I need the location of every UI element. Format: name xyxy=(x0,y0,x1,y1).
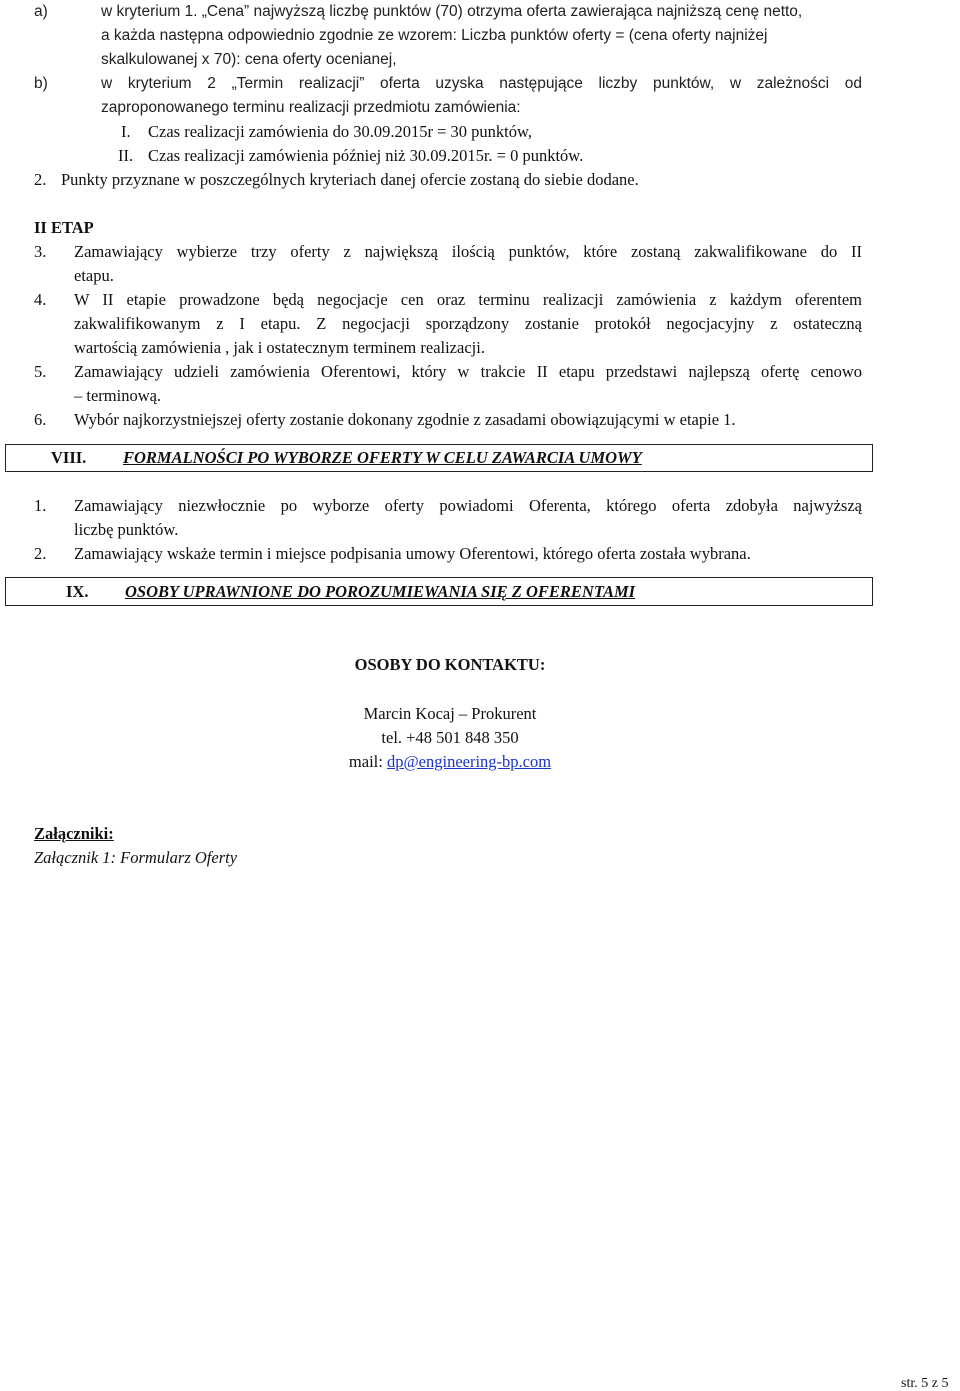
criterion-a-line-3: skalkulowanej x 70): cena oferty ocenianej, xyxy=(101,51,397,68)
contact-person: Marcin Kocaj – Prokurent xyxy=(363,704,537,723)
point-2-text: Punkty przyznane w poszczególnych kryteriach danej ofercie zostaną do siebie dodane. xyxy=(61,170,639,189)
contact-mail-label: mail: xyxy=(348,752,387,771)
point-6-marker: 6. xyxy=(34,410,47,429)
section-8-point-1-marker: 1. xyxy=(34,496,47,515)
contact-heading: OSOBY DO KONTAKTU: xyxy=(354,655,546,674)
criterion-a-line-1: w kryterium 1. „Cena” najwyższą liczbę punktów (70) otrzyma oferta zawierająca najniższą cenę netto, xyxy=(101,3,803,20)
section-8-point-1-line-1: Zamawiający niezwłocznie po wyborze oferty powiadomi Oferenta, którego oferta zdobyła najwyższą xyxy=(74,496,862,515)
criterion-b-marker: b) xyxy=(34,75,48,92)
attachment-item-1: Załącznik 1: Formularz Oferty xyxy=(34,848,238,867)
criterion-a-marker: a) xyxy=(34,3,48,20)
section-8-number: VIII. xyxy=(51,448,87,467)
attachments-heading: Załączniki: xyxy=(34,824,114,843)
point-5-marker: 5. xyxy=(34,362,47,381)
stage-2-heading: II ETAP xyxy=(34,218,94,237)
section-8-title: FORMALNOŚCI PO WYBORZE OFERTY W CELU ZAWARCIA UMOWY xyxy=(123,448,642,467)
point-4-marker: 4. xyxy=(34,290,47,309)
section-9-number: IX. xyxy=(66,582,89,601)
sub-point-ii-text: Czas realizacji zamówienia później niż 30.09.2015r. = 0 punktów. xyxy=(148,146,584,165)
point-5-line-1: Zamawiający udzieli zamówienia Oferentowi, który w trakcie II etapu przedstawi najlepszą ofertę cenowo xyxy=(74,362,862,381)
point-4-line-3: wartością zamówienia , jak i ostatecznym terminem realizacji. xyxy=(74,338,485,357)
section-8-point-1-line-2: liczbę punktów. xyxy=(74,520,179,539)
point-3-line-1: Zamawiający wybierze trzy oferty z największą ilością punktów, które zostaną zakwalifikowane do II xyxy=(74,242,862,261)
contact-phone: tel. +48 501 848 350 xyxy=(381,728,519,747)
section-9-header xyxy=(5,577,873,606)
point-4-line-2: zakwalifikowanym z I etapu. Z negocjacji sporządzony zostanie protokół negocjacyjny z ostateczną xyxy=(74,314,862,333)
point-4-line-1: W II etapie prowadzone będą negocjacje cen oraz terminu realizacji zamówienia z każdym oferentem xyxy=(74,290,862,309)
section-8-point-2-text: Zamawiający wskaże termin i miejsce podpisania umowy Oferentowi, którego oferta została wybrana. xyxy=(74,544,751,563)
point-5-line-2: – terminową. xyxy=(74,386,162,405)
contact-email-link[interactable]: dp@engineering-bp.com xyxy=(386,752,552,771)
criterion-b-line-1: w kryterium 2 „Termin realizacji” oferta uzyska następujące liczby punktów, w zależności od xyxy=(101,75,862,92)
page-number: str. 5 z 5 xyxy=(901,1376,949,1391)
contact-mail-row xyxy=(0,750,900,774)
criterion-b-line-2: zaproponowanego terminu realizacji przedmiotu zamówienia: xyxy=(101,99,521,116)
sub-point-i-text: Czas realizacji zamówienia do 30.09.2015r = 30 punktów, xyxy=(148,122,532,141)
section-8-header xyxy=(5,444,873,472)
sub-point-i-marker: I. xyxy=(121,122,131,141)
sub-point-ii-marker: II. xyxy=(118,146,134,165)
point-3-marker: 3. xyxy=(34,242,47,261)
point-2-marker: 2. xyxy=(34,170,47,189)
point-6-text: Wybór najkorzystniejszej oferty zostanie dokonany zgodnie z zasadami obowiązującymi w etapie 1. xyxy=(74,410,736,429)
criterion-a-line-2: a każda następna odpowiednio zgodnie ze wzorem: Liczba punktów oferty = (cena oferty najniżej xyxy=(101,27,768,44)
section-8-point-2-marker: 2. xyxy=(34,544,47,563)
point-3-line-2: etapu. xyxy=(74,266,114,285)
section-9-title: OSOBY UPRAWNIONE DO POROZUMIEWANIA SIĘ Z OFERENTAMI xyxy=(125,582,636,601)
